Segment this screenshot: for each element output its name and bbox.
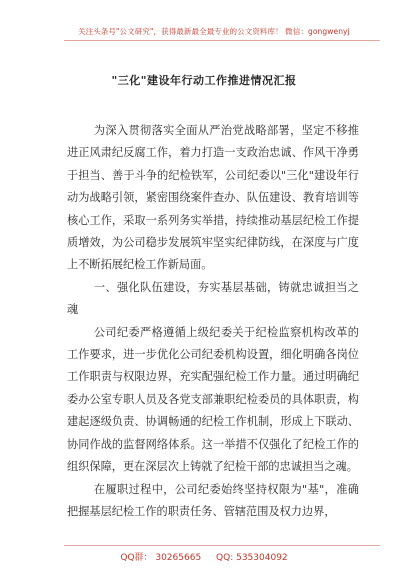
document-title: "三化"建设年行动工作推进情况汇报 bbox=[111, 74, 297, 87]
paragraph-team-building: 公司纪委严格遵循上级纪委关于纪检监察机构改革的工作要求，进一步优化公司纪委机构设置，细化明确各岗位工作职责与权限边界，充实配强纪检工作力量。通过明确纪委办公室专职人员及各党支部兼职纪检委员的具体职责，构建起逐级负责、协调畅通的纪检工作机制，形成上下联动、协同作战的监督网络体系。这一举措不仅强化了纪检工作的组织保障，更在深层次上铸就了纪检干部的忠诚担当之魂。 bbox=[67, 325, 359, 474]
footer-qq-contact: QQ: 535304092 bbox=[216, 553, 288, 563]
section-heading-1: 一、强化队伍建设，夯实基层基础，铸就忠诚担当之魂 bbox=[67, 280, 359, 317]
footer bbox=[0, 550, 408, 563]
footer-divider bbox=[64, 545, 380, 546]
paragraph-intro: 为深入贯彻落实全面从严治党战略部署，坚定不移推进正风肃纪反腐工作，着力打造一支政治忠诚、作风干净勇于担当、善于斗争的纪检铁军，公司纪委以"三化"建设年行动为战略引领，紧密围绕案件查办、队伍建设、教育培训等核心工作，采取一系列务实举措，持续推动基层纪检工作提质增效，为公司稳步发展筑牢坚实纪律防线，在深度与广度上不断拓展纪检工作新局面。 bbox=[67, 124, 359, 272]
paragraph-duty-performance: 在履职过程中，公司纪委始终坚持权限为"基"，准确把握基层纪检工作的职责任务、管辖范围及权力边界， bbox=[67, 482, 359, 518]
header-divider bbox=[64, 40, 380, 41]
header-banner: 关注头条号"公文研究"，获得最新最全最专业的公文资料库！ 微信：gongwenyj bbox=[78, 27, 350, 36]
footer-qq-group: QQ群： 30265665 bbox=[120, 553, 202, 563]
document-body bbox=[67, 120, 359, 523]
